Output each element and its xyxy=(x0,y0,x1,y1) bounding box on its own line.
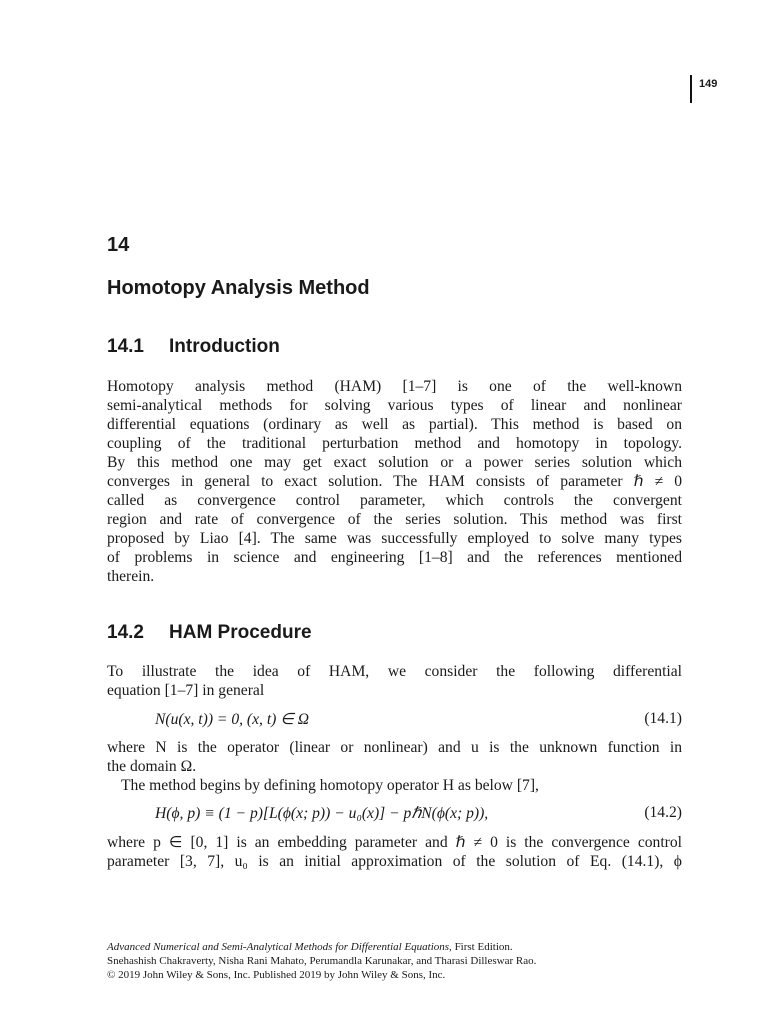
footnote-citation-line xyxy=(107,940,682,954)
text-line: therein. xyxy=(107,568,155,585)
text-line: where N is the operator (linear or nonlinear) and u is the unknown function in xyxy=(107,739,682,756)
after-equation-1-paragraph xyxy=(107,738,682,795)
footnote-copyright: © 2019 John Wiley & Sons, Inc. Published 2019 by John Wiley & Sons, Inc. xyxy=(107,969,446,981)
chapter-title: Homotopy Analysis Method xyxy=(107,277,370,299)
text-line: parameter [3, 7], u₀ is an initial approximation of the solution of Eq. (14.1), ϕ xyxy=(107,853,682,870)
section-number: 14.1 xyxy=(107,336,144,357)
section-heading-procedure xyxy=(107,622,312,644)
equation-body: H(ϕ, p) ≡ (1 − p)[L(ϕ(x; p)) − u₀(x)] − pℏN(ϕ(x; p)), xyxy=(155,805,489,822)
copyright-footnote xyxy=(107,940,682,982)
text-line: called as convergence control parameter, which controls the convergent xyxy=(107,492,682,509)
text-line: of problems in science and engineering [1–8] and the references mentioned xyxy=(107,549,682,566)
equation-body: N(u(x, t)) = 0, (x, t) ∈ Ω xyxy=(155,711,310,728)
text-line: proposed by Liao [4]. The same was successfully employed to solve many types xyxy=(107,530,682,547)
chapter-number: 14 xyxy=(107,234,130,256)
footnote-authors: Snehashish Chakraverty, Nisha Rani Mahato, Perumandla Karunakar, and Tharasi Dilleswar Rao. xyxy=(107,955,537,967)
text-line: coupling of the traditional perturbation method and homotopy in topology. xyxy=(107,435,682,452)
intro-paragraph xyxy=(107,377,682,586)
text-line: By this method one may get exact solution or a power series solution which xyxy=(107,454,682,471)
section-number: 14.2 xyxy=(107,622,144,643)
section-title: Introduction xyxy=(169,336,280,357)
equation-number: (14.2) xyxy=(644,804,682,821)
text-line: To illustrate the idea of HAM, we consider the following differential xyxy=(107,663,682,680)
section-heading-introduction xyxy=(107,336,280,358)
text-line: Homotopy analysis method (HAM) [1–7] is one of the well-known xyxy=(107,378,682,395)
section-title: HAM Procedure xyxy=(169,622,312,643)
equation-14-1 xyxy=(107,710,682,730)
text-line: semi-analytical methods for solving various types of linear and nonlinear xyxy=(107,397,682,414)
book-title: Advanced Numerical and Semi-Analytical Methods for Differential Equations, xyxy=(107,941,452,953)
text-line: The method begins by defining homotopy operator H as below [7], xyxy=(121,777,539,794)
page-number-rule xyxy=(690,75,692,103)
equation-number: (14.1) xyxy=(644,710,682,727)
text-line: region and rate of convergence of the series solution. This method was first xyxy=(107,511,682,528)
procedure-intro xyxy=(107,662,682,700)
text-line: where p ∈ [0, 1] is an embedding parameter and ℏ ≠ 0 is the convergence control xyxy=(107,834,682,851)
page-number: 149 xyxy=(699,78,718,90)
text-line: the domain Ω. xyxy=(107,758,197,775)
text-line: differential equations (ordinary as well as partial). This method is based on xyxy=(107,416,682,433)
text-line: equation [1–7] in general xyxy=(107,682,265,699)
after-equation-2-paragraph xyxy=(107,833,682,871)
book-edition: First Edition. xyxy=(451,941,513,953)
equation-14-2 xyxy=(107,804,682,824)
text-line: converges in general to exact solution. The HAM consists of parameter ℏ ≠ 0 xyxy=(107,473,682,490)
